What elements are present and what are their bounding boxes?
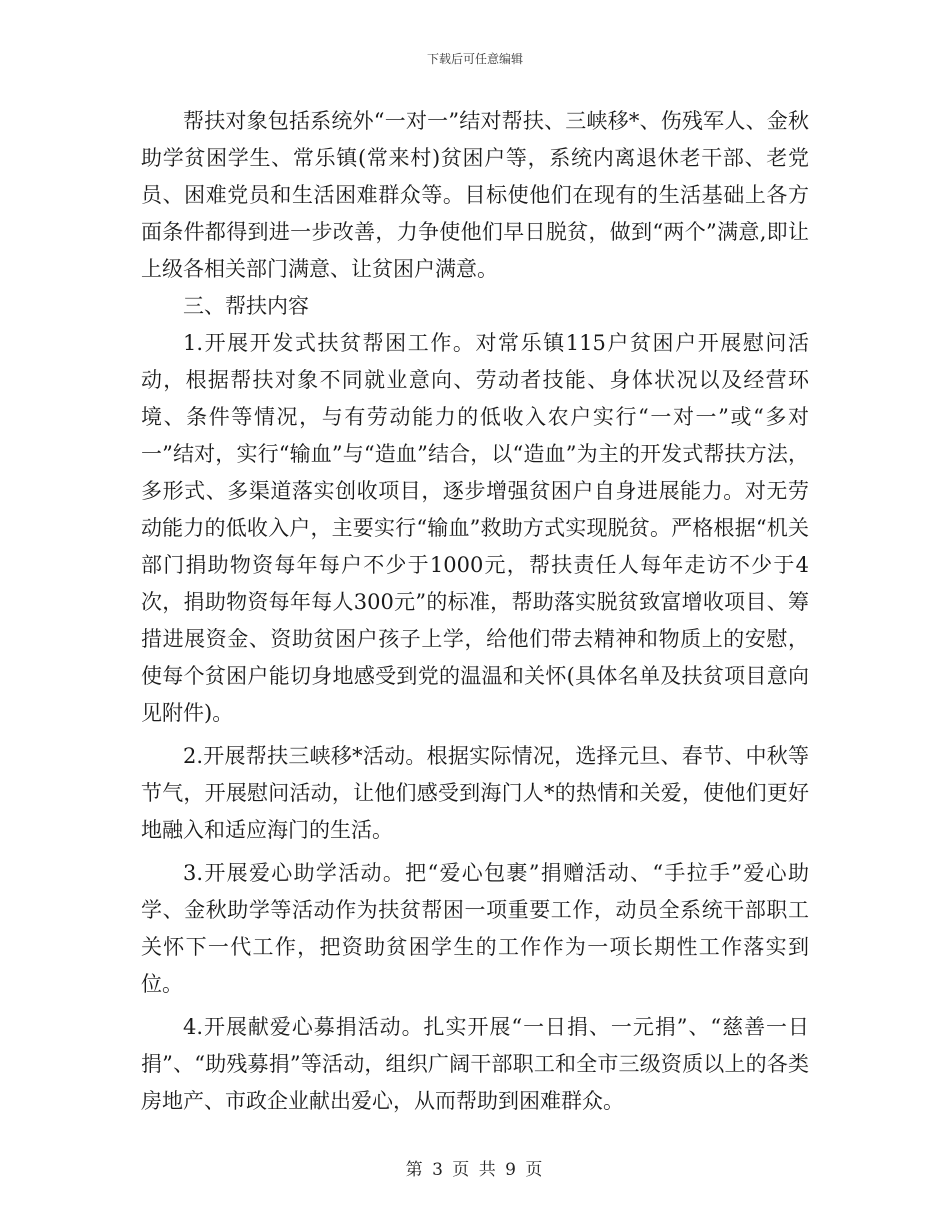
paragraph-beneficiaries: 帮扶对象包括系统外“一对一”结对帮扶、三峡移*、伤残军人、金秋助学贫困学生、常乐镇(常来村)贫困户等，系统内离退休老干部、老党员、困难党员和生活困难群众等。目标使他们在现有的生活基础上各方面条件都得到进一步改善，力争使他们早日脱贫，做到“两个”满意,即让上级各相关部门满意、让贫困户满意。 (141, 109, 809, 281)
page-footer: 第 3 页 共 9 页 (405, 1160, 545, 1180)
paragraph-item-3: 3.开展爱心助学活动。把“爱心包裹”捐赠活动、“手拉手”爱心助学、金秋助学等活动作为扶贫帮困一项重要工作，动员全系统干部职工关怀下一代工作，把资助贫困学生的工作作为一项长期性工作落实到位。 (141, 861, 809, 996)
page-header: 下载后可任意编辑 (426, 52, 523, 66)
section-heading-assistance-content: 三、帮扶内容 (183, 294, 309, 318)
document-body (141, 103, 809, 1120)
paragraph-item-2: 2.开展帮扶三峡移*活动。根据实际情况，选择元旦、春节、中秋等节气，开展慰问活动，让他们感受到海门人*的热情和关爱，使他们更好地融入和适应海门的生活。 (141, 744, 809, 842)
paragraph-item-1: 1.开展开发式扶贫帮困工作。对常乐镇115户贫困户开展慰问活动，根据帮扶对象不同就业意向、劳动者技能、身体状况以及经营环境、条件等情况，与有劳动能力的低收入农户实行“一对一”或“多对一”结对，实行“输血”与“造血”结合，以“造血”为主的开发式帮扶方法，多形式、多渠道落实创收项目，逐步增强贫困户自身进展能力。对无劳动能力的低收入户，主要实行“输血”救助方式实现脱贫。严格根据“机关部门捐助物资每年每户不少于1000元，帮扶责任人每年走访不少于4次，捐助物资每年每人300元”的标准，帮助落实脱贫致富增收项目、筹措进展资金、资助贫困户孩子上学，给他们带去精神和物质上的安慰，使每个贫困户能切身地感受到党的温温和关怀(具体名单及扶贫项目意向见附件)。 (141, 331, 809, 725)
paragraph-item-4: 4.开展献爱心募捐活动。扎实开展“一日捐、一元捐”、“慈善一日捐”、“助残募捐”等活动，组织广阔干部职工和全市三级资质以上的各类房地产、市政企业献出爱心，从而帮助到困难群众。 (141, 1015, 809, 1113)
